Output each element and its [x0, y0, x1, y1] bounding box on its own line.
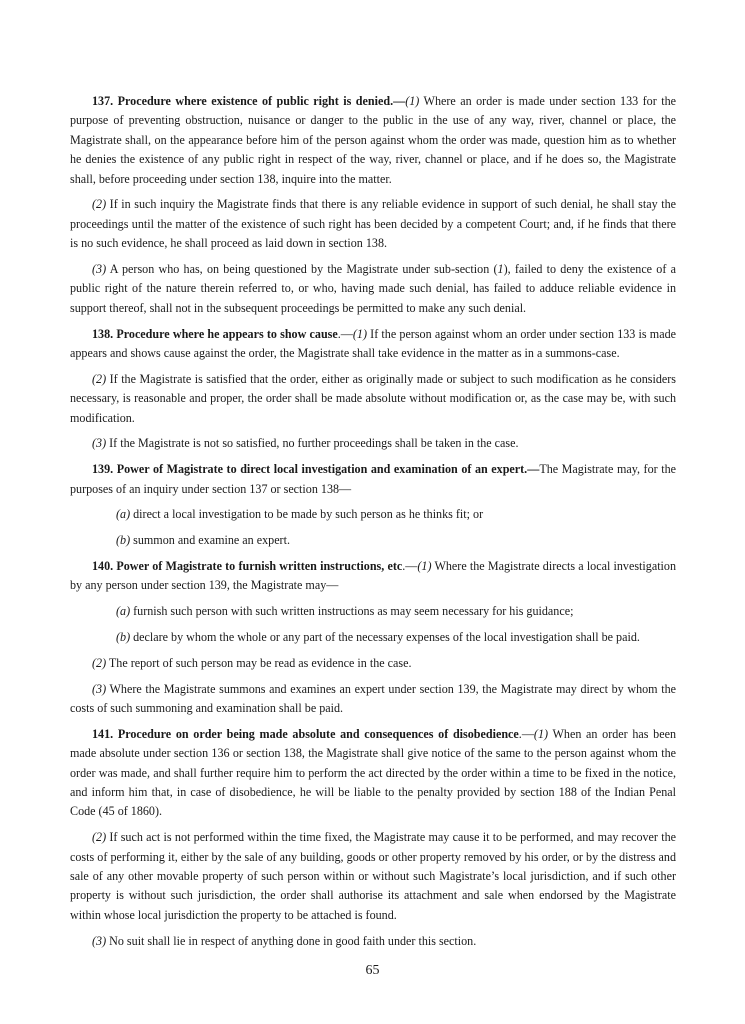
- section-141-subsection-2: [70, 828, 676, 925]
- clause-letter: (b): [116, 533, 131, 548]
- section-140-text-3: Where the Magistrate summons and examines an expert under section 139, the Magistrate may direct by whom the costs of such summoning and examination shall be paid.: [70, 681, 676, 716]
- subsection-number: (3): [92, 436, 107, 451]
- section-137-text-1: Where an order is made under section 133 for the purpose of preventing obstruction, nuisance or danger to the public in the use of any way, river, channel or place, the Magistrate shall, on the appearance before him of the person against whom the order was made, question him as to whether he denies the existence of any public right in respect of the way, river, channel or place, and if he does so, the Magistrate shall, before proceeding under section 138, inquire into the matter.: [70, 94, 676, 186]
- subsection-number: (3): [92, 681, 107, 696]
- section-140-dash: .—: [402, 559, 418, 574]
- section-139-heading: 139. Power of Magistrate to direct local investigation and examination of an expert.—: [92, 462, 540, 477]
- section-137-heading: 137. Procedure where existence of public right is denied: [92, 94, 391, 108]
- clause-letter: (b): [116, 630, 131, 645]
- section-137-subsection-1: [70, 92, 676, 189]
- statute-page: [70, 92, 676, 957]
- section-140-text-2: The report of such person may be read as evidence in the case.: [106, 655, 412, 670]
- section-140-clause-a: [70, 602, 676, 621]
- subsection-number: (1): [417, 559, 432, 574]
- section-141-subsection-1: [70, 725, 676, 822]
- section-137-text-3b: ), failed to deny the existence of a public right of the nature therein referred to, or who, having made such denial, has failed to adduce reliable evidence in support thereof, shall not in the subsequent proceedings be permitted to make any such denial.: [70, 262, 676, 315]
- section-139-intro: [70, 460, 676, 499]
- section-139-clause-b: [70, 531, 676, 550]
- subsection-number: (3): [92, 262, 107, 277]
- section-138-subsection-3: [70, 434, 676, 453]
- section-138-text-2: If the Magistrate is satisfied that the order, either as originally made or subject to such modification as he considers necessary, is reasonable and proper, the order shall be made absolute without modification or, as the case may be, with such modification.: [70, 371, 676, 425]
- subsection-number: (2): [92, 655, 107, 670]
- section-140-text-1: Where the Magistrate directs a local investigation by any person under section 139, the Magistrate may—: [70, 559, 677, 593]
- subsection-number: (2): [92, 830, 107, 845]
- clause-text: declare by whom the whole or any part of the necessary expenses of the local investigation shall be paid.: [130, 630, 640, 645]
- section-141-text-2: If such act is not performed within the time fixed, the Magistrate may cause it to be performed, and may recover the costs of performing it, either by the sale of any building, goods or other property removed by his order, or by the distress and sale of any other movable property of such person within or without such Magistrate’s local jurisdiction, and if such other property is without such jurisdiction, the order shall authorise its attachment and sale when endorsed by the Magistrate within whose local jurisdiction the property to be attached is found.: [70, 830, 676, 922]
- subsection-number: (3): [92, 933, 107, 948]
- subsection-number: (2): [92, 371, 107, 386]
- subsection-number: (1): [352, 326, 367, 341]
- section-138-subsection-2: [70, 370, 676, 428]
- section-137-subsection-2: [70, 195, 676, 253]
- clause-text: furnish such person with such written instructions as may seem necessary for his guidance;: [130, 604, 574, 619]
- section-141-dash: .—: [518, 726, 534, 741]
- section-140-subsection-3: [70, 680, 676, 719]
- section-139-text: The Magistrate may, for the purposes of an inquiry under section 137 or section 138—: [70, 462, 676, 496]
- subsection-number: (1): [533, 726, 549, 741]
- subsection-number: (2): [92, 197, 107, 212]
- section-139-clause-a: [70, 505, 676, 524]
- section-138-text-1: If the person against whom an order under section 133 is made appears and shows cause against the order, the Magistrate shall take evidence in the matter as in a summons-case.: [70, 326, 676, 361]
- subsection-reference: 1: [497, 262, 504, 277]
- clause-text: summon and examine an expert.: [130, 533, 290, 548]
- clause-letter: (a): [116, 507, 131, 522]
- section-137-dash: .—: [390, 94, 406, 108]
- section-141-text-1: When an order has been made absolute under section 136 or section 138, the Magistrate shall give notice of the same to the person against whom the order was made, and shall further require him to perform the act directed by the order within a time to be fixed in the notice, and inform him that, in case of disobedience, he will be liable to the penalty provided by section 188 of the Indian Penal Code (45 of 1860).: [70, 726, 676, 819]
- section-140-subsection-1: [70, 557, 676, 596]
- section-137-text-2: If in such inquiry the Magistrate finds that there is any reliable evidence in support of such denial, he shall stay the proceedings until the matter of the existence of such right has been decided by a competent Court; and, if he finds that there is no such evidence, he shall proceed as laid down in section 138.: [70, 197, 676, 251]
- subsection-number: (1): [405, 94, 420, 108]
- section-138-subsection-1: [70, 325, 676, 364]
- clause-letter: (a): [116, 604, 131, 619]
- section-140-clause-b: [70, 628, 676, 647]
- section-141-subsection-3: [70, 932, 676, 951]
- page-number: 65: [365, 963, 380, 978]
- section-141-heading: 141. Procedure on order being made absolute and consequences of disobedience: [92, 726, 519, 741]
- section-141-text-3: No suit shall lie in respect of anything done in good faith under this section.: [106, 933, 477, 948]
- section-137-subsection-3: [70, 260, 676, 318]
- section-140-heading: 140. Power of Magistrate to furnish written instructions, etc: [92, 559, 403, 574]
- section-138-text-3: If the Magistrate is not so satisfied, no further proceedings shall be taken in the case.: [106, 436, 519, 451]
- section-137-text-3a: A person who has, on being questioned by the Magistrate under sub-section (: [106, 262, 498, 277]
- section-138-dash: .—: [337, 326, 353, 341]
- clause-text: direct a local investigation to be made by such person as he thinks fit; or: [130, 507, 484, 522]
- section-140-subsection-2: [70, 654, 676, 673]
- section-138-heading: 138. Procedure where he appears to show cause: [92, 326, 338, 341]
